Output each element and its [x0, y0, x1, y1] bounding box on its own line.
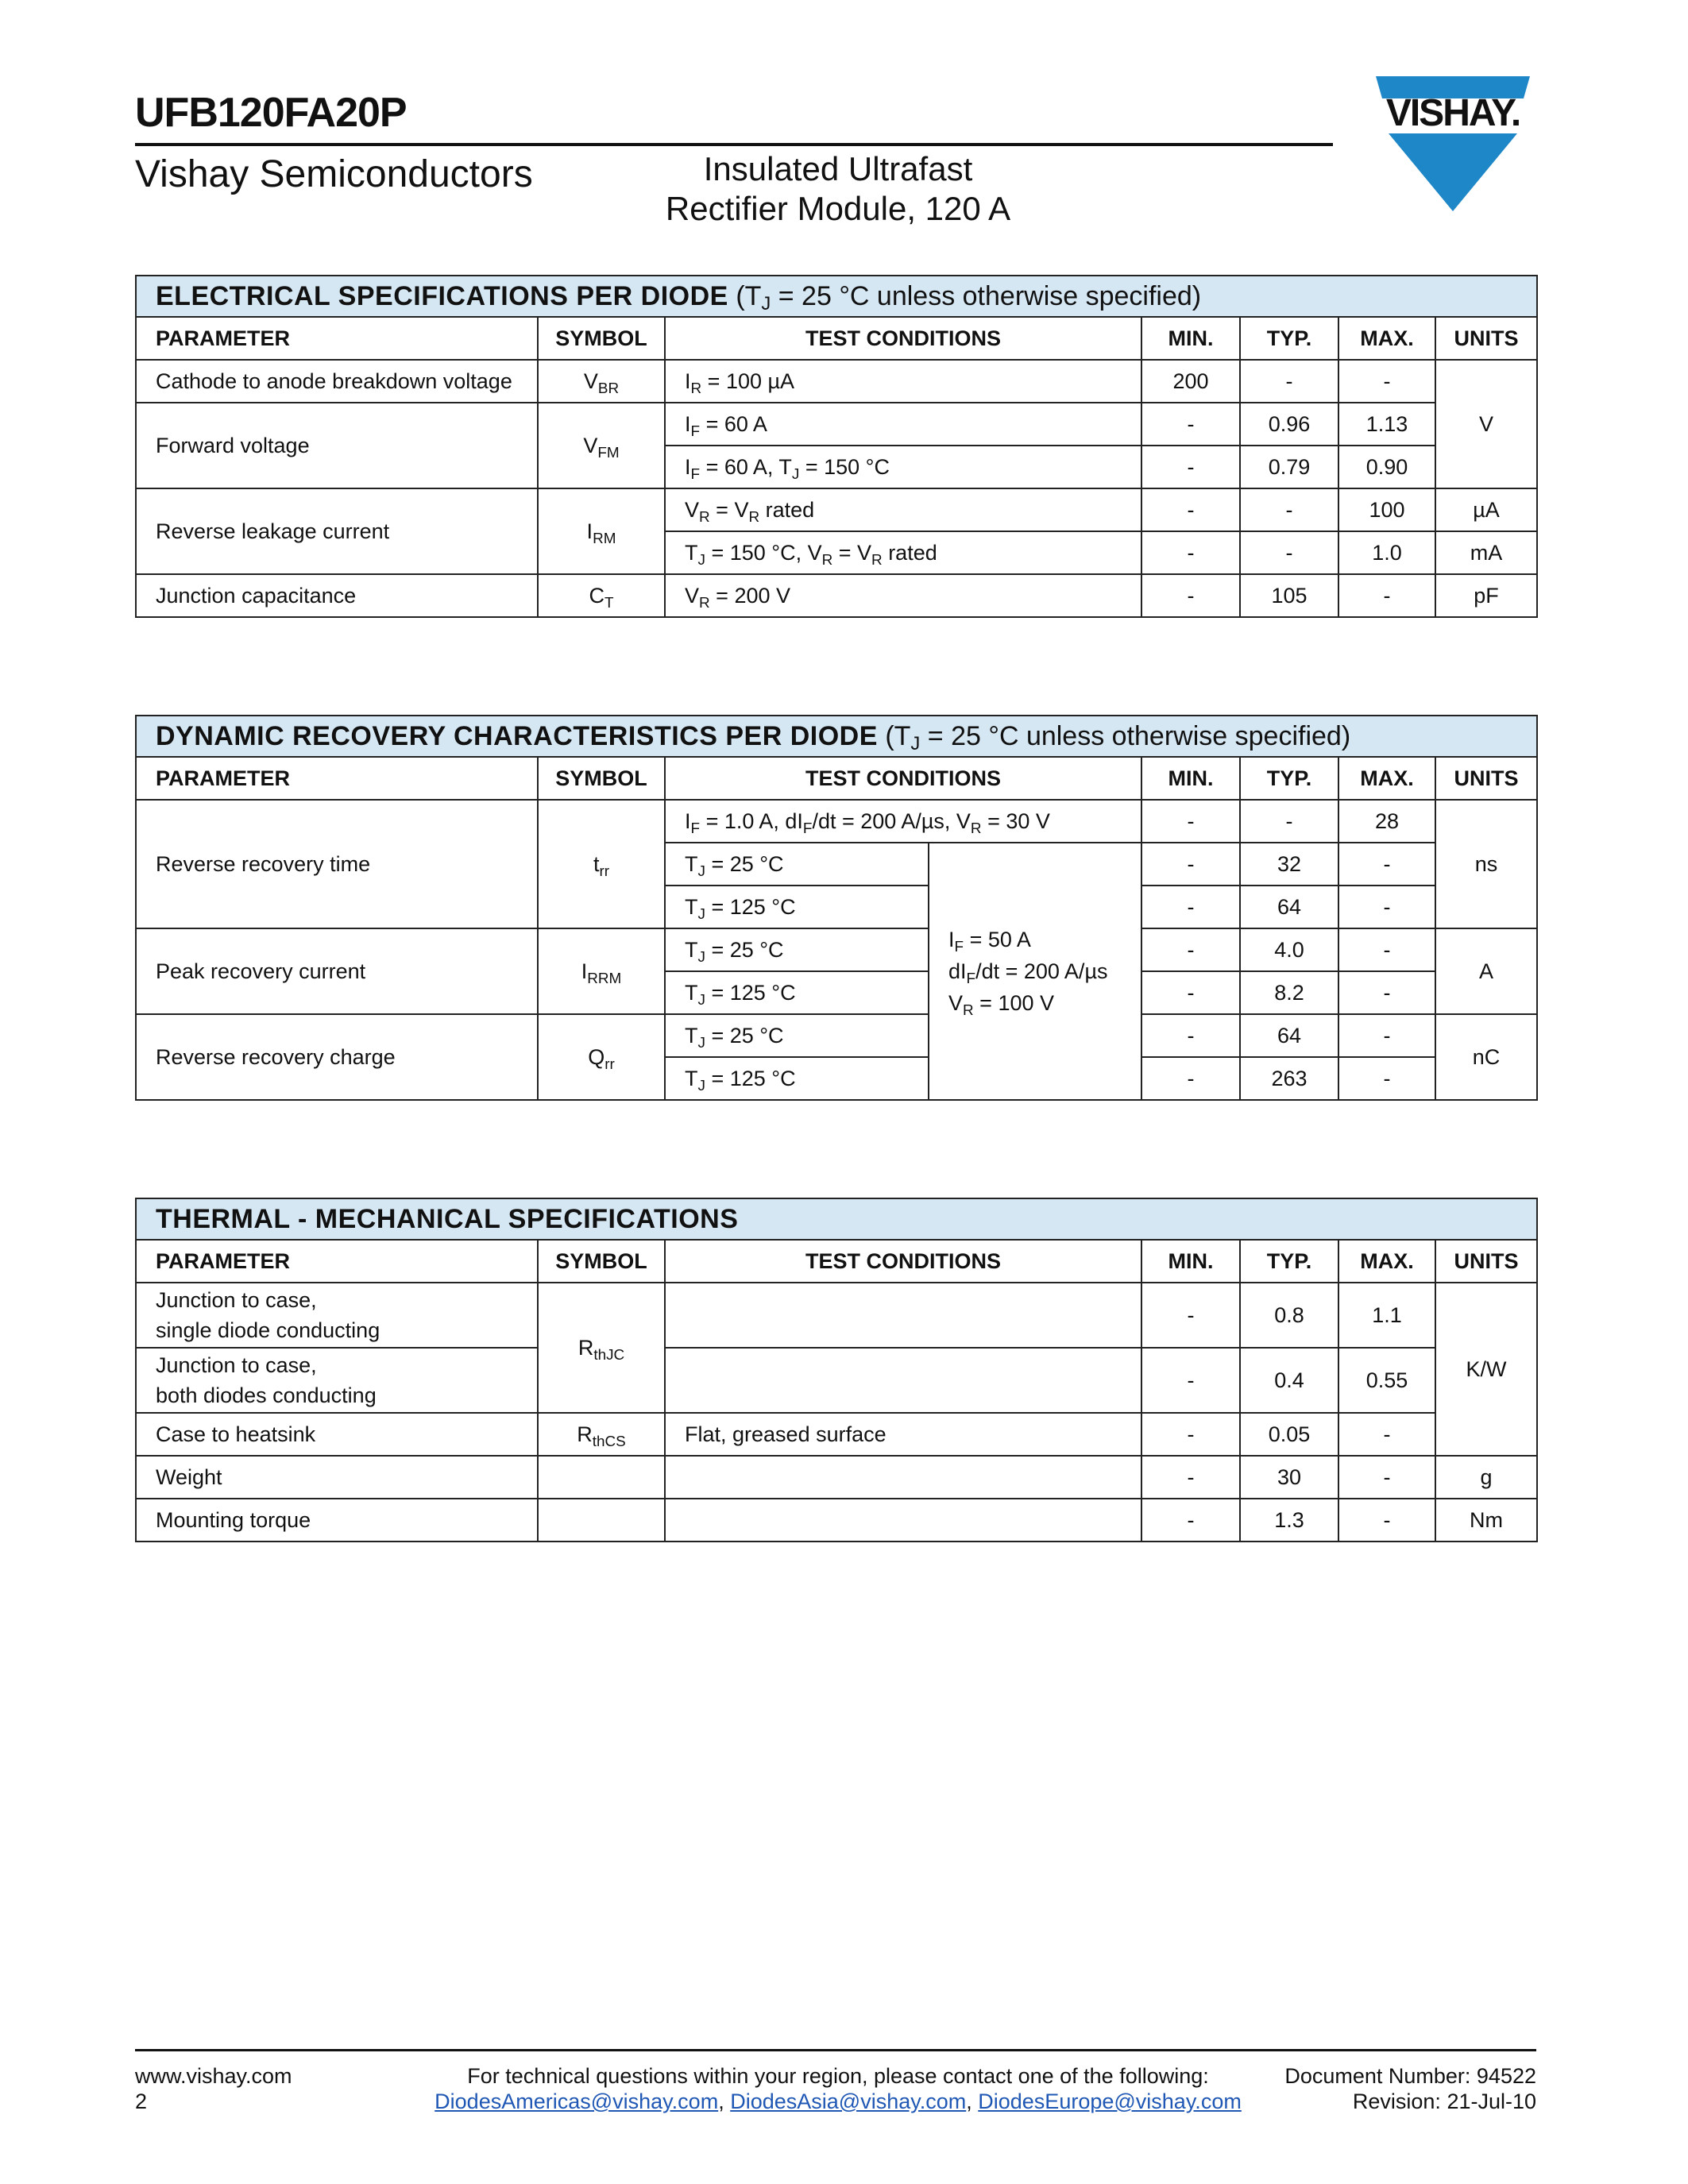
max-cell: 0.55 [1338, 1348, 1435, 1413]
conditions-cell: $I_F = 1.0$ A, $dI_F/dt = 200$ A/µs, $V_R = 30$ V [665, 800, 1141, 843]
units-cell: mA [1435, 531, 1537, 574]
header-rule [135, 143, 1333, 146]
thermal-mechanical-table [135, 1198, 1536, 1542]
col-symbol: SYMBOL [538, 757, 665, 800]
max-cell: - [1338, 1413, 1435, 1456]
symbol-cell [538, 1499, 665, 1542]
units-cell: K/W [1435, 1283, 1537, 1456]
typ-cell: 64 [1240, 1014, 1338, 1057]
typ-cell: 0.8 [1240, 1283, 1338, 1348]
conditions-cell: $T_J = 25$ °C [665, 843, 929, 886]
max-cell: - [1338, 360, 1435, 403]
min-cell: - [1141, 843, 1240, 886]
vishay-logo [1365, 76, 1541, 213]
symbol-cell: $V_{BR}$ [538, 360, 665, 403]
typ-cell: 0.05 [1240, 1413, 1338, 1456]
col-symbol: SYMBOL [538, 317, 665, 360]
conditions-cell [665, 1348, 1141, 1413]
param-line: single diode conducting [156, 1318, 380, 1342]
typ-cell: - [1240, 531, 1338, 574]
col-units: UNITS [1435, 757, 1537, 800]
param-cell: Weight [136, 1456, 538, 1499]
conditions-cell [665, 1283, 1141, 1348]
table-row [136, 574, 1537, 617]
col-symbol: SYMBOL [538, 1240, 665, 1283]
units-cell: Nm [1435, 1499, 1537, 1542]
symbol-cell: $I_{RM}$ [538, 488, 665, 574]
footer-left [135, 2063, 292, 2114]
col-conditions: TEST CONDITIONS [665, 1240, 1141, 1283]
param-cell: Forward voltage [136, 403, 538, 488]
param-cell: Mounting torque [136, 1499, 538, 1542]
param-cell [136, 1348, 538, 1413]
email-link-europe[interactable]: DiodesEurope@vishay.com [978, 2089, 1242, 2113]
typ-cell: 64 [1240, 886, 1338, 928]
table-row [136, 1499, 1537, 1542]
symbol-cell: $R_{thJC}$ [538, 1283, 665, 1413]
conditions-cell: $I_F = 60$ A, $T_J = 150$ °C [665, 446, 1141, 488]
conditions-cell: $T_J = 25$ °C [665, 1014, 929, 1057]
table-row [136, 800, 1537, 843]
min-cell: - [1141, 971, 1240, 1014]
typ-cell: - [1240, 360, 1338, 403]
contact-emails [413, 2089, 1263, 2114]
min-cell: - [1141, 531, 1240, 574]
param-cell: Peak recovery current [136, 928, 538, 1014]
min-cell: - [1141, 928, 1240, 971]
min-cell: - [1141, 800, 1240, 843]
max-cell: 1.1 [1338, 1283, 1435, 1348]
col-max: MAX. [1338, 757, 1435, 800]
col-conditions: TEST CONDITIONS [665, 757, 1141, 800]
col-min: MIN. [1141, 1240, 1240, 1283]
electrical-title: ELECTRICAL SPECIFICATIONS PER DIODE [156, 280, 728, 311]
max-cell: - [1338, 1057, 1435, 1100]
max-cell: - [1338, 1456, 1435, 1499]
table-row [136, 1348, 1537, 1413]
conditions-cell: $I_F = 60$ A [665, 403, 1141, 446]
col-max: MAX. [1338, 317, 1435, 360]
param-cell: Reverse recovery time [136, 800, 538, 928]
col-typ: TYP. [1240, 757, 1338, 800]
email-separator: , [966, 2089, 972, 2113]
conditions-cell: $T_J = 125$ °C [665, 971, 929, 1014]
symbol-cell [538, 1456, 665, 1499]
revision: Revision: 21-Jul-10 [1352, 2089, 1536, 2113]
typ-cell: 0.79 [1240, 446, 1338, 488]
col-conditions: TEST CONDITIONS [665, 317, 1141, 360]
max-cell: 1.0 [1338, 531, 1435, 574]
typ-cell: 105 [1240, 574, 1338, 617]
subtitle-line-2: Rectifier Module, 120 A [665, 190, 1011, 227]
col-min: MIN. [1141, 757, 1240, 800]
param-cell: Case to heatsink [136, 1413, 538, 1456]
product-subtitle [628, 149, 1049, 229]
footer-contact [413, 2063, 1263, 2114]
table-row [136, 360, 1537, 403]
param-cell [136, 1283, 538, 1348]
electrical-note: ($T_J = 25$ °C unless otherwise specified) [736, 280, 1202, 314]
units-cell: V [1435, 360, 1537, 488]
units-cell: A [1435, 928, 1537, 1014]
logo-triangle [1389, 133, 1517, 211]
conditions-cell: $T_J = 25$ °C [665, 928, 929, 971]
typ-cell: - [1240, 800, 1338, 843]
col-parameter: PARAMETER [136, 757, 538, 800]
units-cell: g [1435, 1456, 1537, 1499]
company-name: Vishay Semiconductors [135, 153, 533, 195]
contact-text: For technical questions within your region, please contact one of the following: [467, 2064, 1209, 2088]
typ-cell: 4.0 [1240, 928, 1338, 971]
col-max: MAX. [1338, 1240, 1435, 1283]
param-line: both diodes conducting [156, 1383, 377, 1407]
max-cell: - [1338, 574, 1435, 617]
page-number: 2 [135, 2089, 148, 2113]
typ-cell: 0.96 [1240, 403, 1338, 446]
min-cell: - [1141, 1014, 1240, 1057]
email-link-americas[interactable]: DiodesAmericas@vishay.com [435, 2089, 719, 2113]
thermal-title-cell [136, 1198, 1537, 1240]
max-cell: - [1338, 1499, 1435, 1542]
common-condition: $I_F = 50$ A [948, 928, 1031, 955]
col-typ: TYP. [1240, 1240, 1338, 1283]
max-cell: 0.90 [1338, 446, 1435, 488]
col-typ: TYP. [1240, 317, 1338, 360]
param-cell: Reverse leakage current [136, 488, 538, 574]
conditions-cell: $T_J = 150$ °C, $V_R = V_R$ rated [665, 531, 1141, 574]
col-units: UNITS [1435, 1240, 1537, 1283]
min-cell: - [1141, 1456, 1240, 1499]
table-row [136, 488, 1537, 531]
thermal-title: THERMAL - MECHANICAL SPECIFICATIONS [156, 1203, 739, 1234]
col-units: UNITS [1435, 317, 1537, 360]
conditions-cell: $T_J = 125$ °C [665, 1057, 929, 1100]
typ-cell: 30 [1240, 1456, 1338, 1499]
min-cell: - [1141, 1413, 1240, 1456]
footer-website[interactable]: www.vishay.com [135, 2064, 292, 2088]
min-cell: - [1141, 1283, 1240, 1348]
typ-cell: 8.2 [1240, 971, 1338, 1014]
electrical-spec-table [135, 275, 1536, 618]
max-cell: - [1338, 971, 1435, 1014]
table-row [136, 1014, 1537, 1057]
max-cell: - [1338, 1014, 1435, 1057]
symbol-cell: $I_{RRM}$ [538, 928, 665, 1014]
email-separator: , [718, 2089, 724, 2113]
conditions-cell: Flat, greased surface [665, 1413, 1141, 1456]
min-cell: - [1141, 1348, 1240, 1413]
units-cell: nC [1435, 1014, 1537, 1100]
table-row [136, 928, 1537, 971]
conditions-cell [665, 1499, 1141, 1542]
param-cell: Cathode to anode breakdown voltage [136, 360, 538, 403]
min-cell: - [1141, 574, 1240, 617]
dynamic-title: DYNAMIC RECOVERY CHARACTERISTICS PER DIODE [156, 720, 878, 751]
min-cell: - [1141, 488, 1240, 531]
min-cell: - [1141, 886, 1240, 928]
col-min: MIN. [1141, 317, 1240, 360]
typ-cell: - [1240, 488, 1338, 531]
units-cell: µA [1435, 488, 1537, 531]
table-row [136, 403, 1537, 446]
max-cell: 1.13 [1338, 403, 1435, 446]
max-cell: - [1338, 886, 1435, 928]
param-cell: Junction capacitance [136, 574, 538, 617]
symbol-cell: $C_T$ [538, 574, 665, 617]
typ-cell: 0.4 [1240, 1348, 1338, 1413]
param-line: Junction to case, [156, 1353, 317, 1377]
max-cell: 100 [1338, 488, 1435, 531]
conditions-cell: $V_R = V_R$ rated [665, 488, 1141, 531]
conditions-cell: $T_J = 125$ °C [665, 886, 929, 928]
document-number: Document Number: 94522 [1284, 2064, 1536, 2088]
common-condition: $dI_F/dt = 200$ A/µs [948, 959, 1108, 987]
electrical-title-cell [136, 276, 1537, 317]
symbol-cell: $R_{thCS}$ [538, 1413, 665, 1456]
conditions-cell [665, 1456, 1141, 1499]
symbol-cell: $Q_{rr}$ [538, 1014, 665, 1100]
dynamic-note: ($T_J = 25$ °C unless otherwise specified) [885, 720, 1351, 754]
logo-text: VISHAY. [1385, 92, 1520, 134]
table-row [136, 1456, 1537, 1499]
part-number: UFB120FA20P [135, 90, 407, 136]
conditions-cell: $I_R = 100$ µA [665, 360, 1141, 403]
param-line: Junction to case, [156, 1288, 317, 1312]
units-cell: ns [1435, 800, 1537, 928]
symbol-cell: $t_{rr}$ [538, 800, 665, 928]
typ-cell: 263 [1240, 1057, 1338, 1100]
max-cell: 28 [1338, 800, 1435, 843]
common-condition: $V_R = 100$ V [948, 991, 1055, 1019]
typ-cell: 32 [1240, 843, 1338, 886]
min-cell: - [1141, 403, 1240, 446]
symbol-cell: $V_{FM}$ [538, 403, 665, 488]
email-link-asia[interactable]: DiodesAsia@vishay.com [730, 2089, 967, 2113]
col-parameter: PARAMETER [136, 1240, 538, 1283]
typ-cell: 1.3 [1240, 1499, 1338, 1542]
max-cell: - [1338, 928, 1435, 971]
dynamic-recovery-table [135, 715, 1536, 1101]
footer-rule [135, 2049, 1536, 2051]
col-parameter: PARAMETER [136, 317, 538, 360]
min-cell: 200 [1141, 360, 1240, 403]
dynamic-title-cell [136, 716, 1537, 757]
units-cell: pF [1435, 574, 1537, 617]
max-cell: - [1338, 843, 1435, 886]
table-row [136, 1283, 1537, 1348]
footer-right [1271, 2063, 1536, 2114]
table-row [136, 1413, 1537, 1456]
common-conditions-cell [929, 843, 1141, 1100]
param-cell: Reverse recovery charge [136, 1014, 538, 1100]
subtitle-line-1: Insulated Ultrafast [703, 150, 973, 187]
min-cell: - [1141, 1499, 1240, 1542]
conditions-cell: $V_R = 200$ V [665, 574, 1141, 617]
min-cell: - [1141, 446, 1240, 488]
min-cell: - [1141, 1057, 1240, 1100]
